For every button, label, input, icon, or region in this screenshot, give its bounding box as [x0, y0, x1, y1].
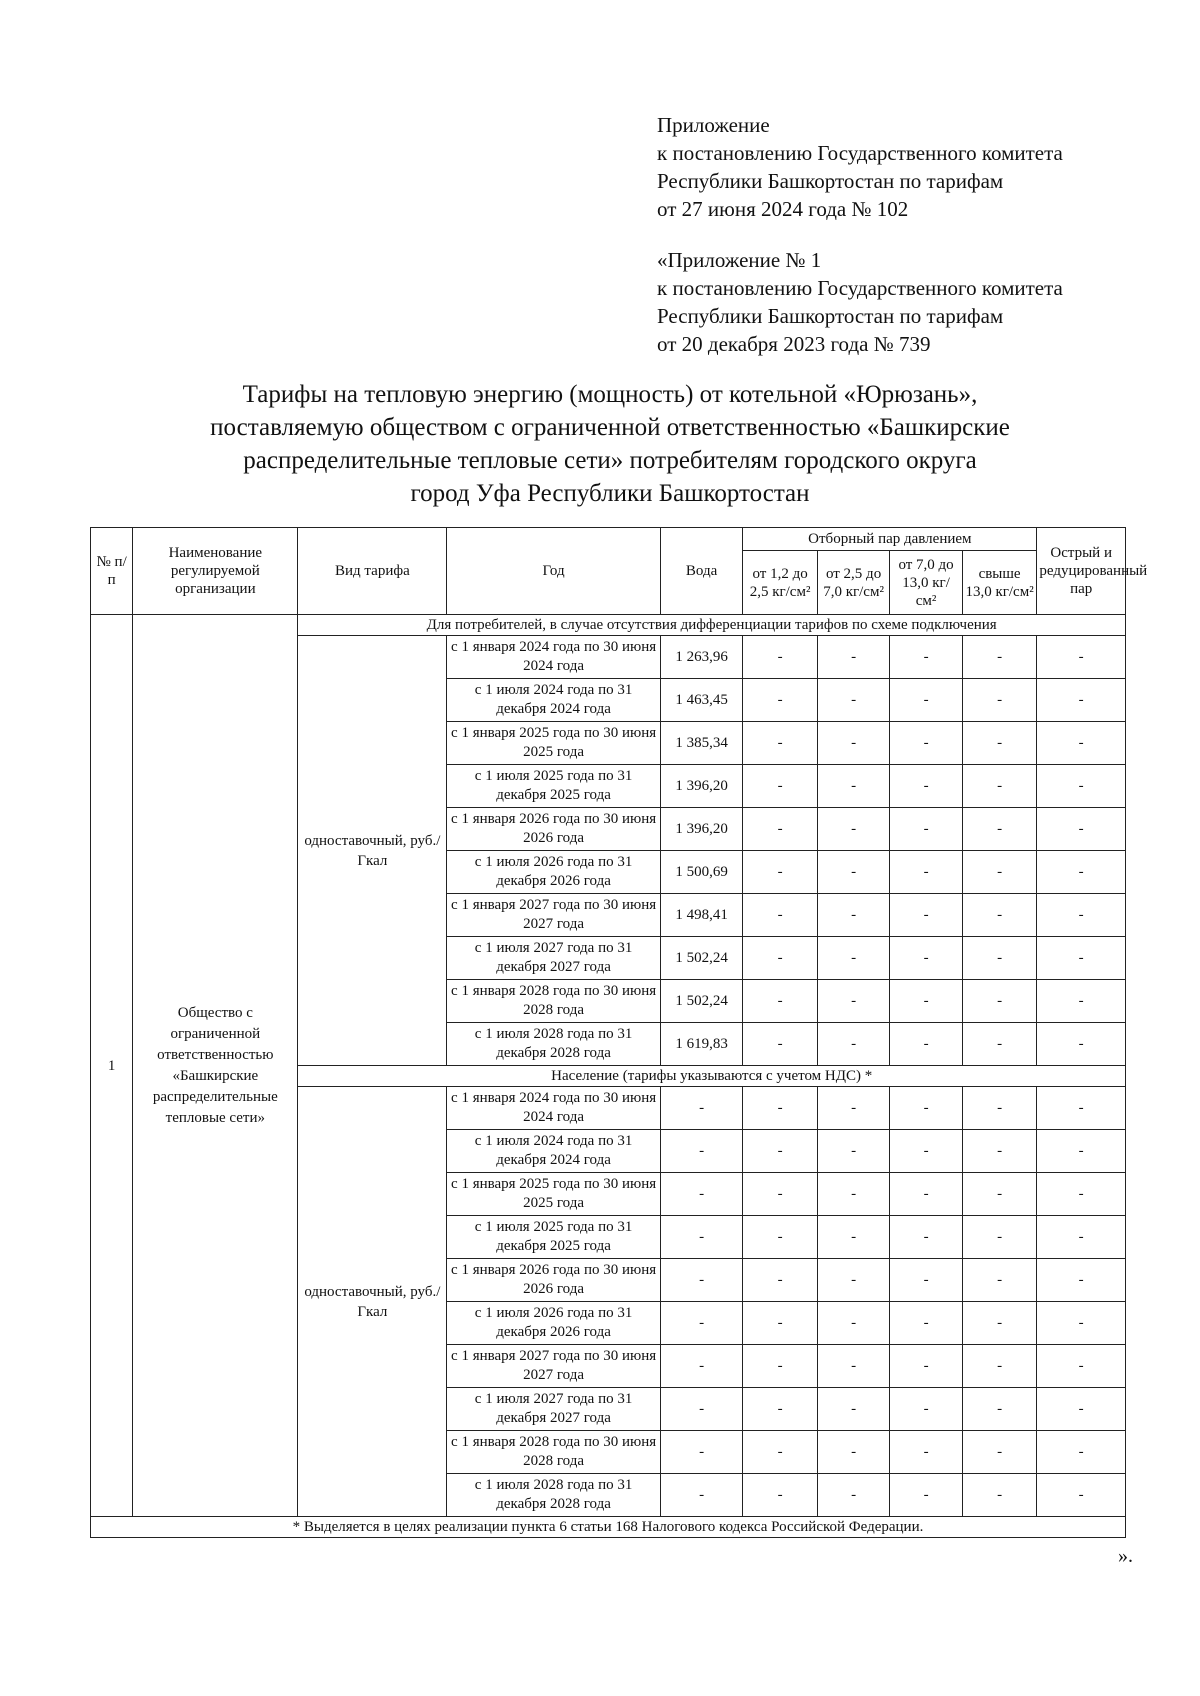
water-price-cell: 1 502,24 — [660, 937, 743, 980]
dash-cell: - — [743, 679, 818, 722]
dash-cell: - — [962, 808, 1037, 851]
dash-cell: - — [817, 1173, 889, 1216]
period-cell: с 1 января 2024 года по 30 июня 2024 года — [447, 636, 660, 679]
dash-cell: - — [817, 1474, 889, 1517]
water-price-cell: - — [660, 1173, 743, 1216]
dash-cell: - — [817, 765, 889, 808]
dash-cell: - — [817, 636, 889, 679]
title-line: город Уфа Республики Башкортостан — [410, 480, 810, 507]
dash-cell: - — [890, 894, 962, 937]
section-title: Для потребителей, в случае отсутствия дифференциации тарифов по схеме подключения — [298, 615, 1126, 636]
dash-cell: - — [743, 1173, 818, 1216]
header-steam-4: свыше 13,0 кг/см² — [962, 551, 1037, 615]
dash-cell: - — [1037, 980, 1126, 1023]
tariff-kind: одноставочный, руб./Гкал — [298, 636, 447, 1066]
dash-cell: - — [817, 679, 889, 722]
dash-cell: - — [890, 722, 962, 765]
dash-cell: - — [1037, 679, 1126, 722]
dash-cell: - — [1037, 1474, 1126, 1517]
header-org: Наименование регулируемой организации — [133, 528, 298, 615]
header-steam-3: от 7,0 до 13,0 кг/см² — [890, 551, 962, 615]
water-price-cell: 1 396,20 — [660, 765, 743, 808]
dash-cell: - — [890, 1388, 962, 1431]
dash-cell: - — [962, 851, 1037, 894]
period-cell: с 1 июля 2028 года по 31 декабря 2028 года — [447, 1023, 660, 1066]
dash-cell: - — [817, 1087, 889, 1130]
dash-cell: - — [962, 1216, 1037, 1259]
dash-cell: - — [817, 722, 889, 765]
title-line: распределительные тепловые сети» потребителям городского округа — [243, 447, 977, 474]
dash-cell: - — [817, 980, 889, 1023]
water-price-cell: - — [660, 1474, 743, 1517]
dash-cell: - — [1037, 1087, 1126, 1130]
title-line: Тарифы на тепловую энергию (мощность) от котельной «Юрюзань», — [242, 381, 978, 408]
header-kind: Вид тарифа — [298, 528, 447, 615]
dash-cell: - — [890, 765, 962, 808]
dash-cell: - — [890, 808, 962, 851]
title-line: поставляемую обществом с ограниченной ответственностью «Башкирские — [210, 414, 1010, 441]
dash-cell: - — [1037, 1023, 1126, 1066]
dash-cell: - — [890, 851, 962, 894]
dash-cell: - — [743, 1130, 818, 1173]
period-cell: с 1 июля 2026 года по 31 декабря 2026 года — [447, 851, 660, 894]
dash-cell: - — [962, 937, 1037, 980]
dash-cell: - — [817, 851, 889, 894]
dash-cell: - — [890, 1259, 962, 1302]
appendix-line: Республики Башкортостан по тарифам — [657, 304, 1004, 328]
period-cell: с 1 января 2027 года по 30 июня 2027 года — [447, 894, 660, 937]
dash-cell: - — [890, 636, 962, 679]
header-water: Вода — [660, 528, 743, 615]
dash-cell: - — [890, 1216, 962, 1259]
section-title: Население (тарифы указываются с учетом НДС) * — [298, 1066, 1126, 1087]
dash-cell: - — [743, 1302, 818, 1345]
period-cell: с 1 июля 2026 года по 31 декабря 2026 года — [447, 1302, 660, 1345]
water-price-cell: 1 263,96 — [660, 636, 743, 679]
dash-cell: - — [1037, 937, 1126, 980]
dash-cell: - — [817, 894, 889, 937]
water-price-cell: 1 619,83 — [660, 1023, 743, 1066]
dash-cell: - — [743, 851, 818, 894]
dash-cell: - — [890, 1130, 962, 1173]
dash-cell: - — [890, 980, 962, 1023]
dash-cell: - — [743, 808, 818, 851]
dash-cell: - — [817, 1130, 889, 1173]
appendix-line: к постановлению Государственного комитета — [657, 276, 1063, 300]
header-steam-2: от 2,5 до 7,0 кг/см² — [817, 551, 889, 615]
dash-cell: - — [1037, 808, 1126, 851]
dash-cell: - — [890, 1302, 962, 1345]
period-cell: с 1 июля 2024 года по 31 декабря 2024 года — [447, 1130, 660, 1173]
dash-cell: - — [1037, 722, 1126, 765]
appendix-line: Приложение — [657, 113, 770, 137]
dash-cell: - — [743, 1431, 818, 1474]
dash-cell: - — [743, 980, 818, 1023]
water-price-cell: - — [660, 1216, 743, 1259]
dash-cell: - — [890, 1431, 962, 1474]
period-cell: с 1 июля 2027 года по 31 декабря 2027 года — [447, 1388, 660, 1431]
dash-cell: - — [962, 1345, 1037, 1388]
dash-cell: - — [817, 1302, 889, 1345]
period-cell: с 1 июля 2027 года по 31 декабря 2027 года — [447, 937, 660, 980]
header-num: № п/п — [91, 528, 133, 615]
tariff-table — [90, 527, 1148, 1538]
dash-cell: - — [1037, 894, 1126, 937]
dash-cell: - — [1037, 1173, 1126, 1216]
row-number: 1 — [91, 615, 133, 1517]
period-cell: с 1 июля 2024 года по 31 декабря 2024 года — [447, 679, 660, 722]
dash-cell: - — [817, 1216, 889, 1259]
dash-cell: - — [1037, 1130, 1126, 1173]
dash-cell: - — [817, 1388, 889, 1431]
water-price-cell: - — [660, 1431, 743, 1474]
header-year: Год — [447, 528, 660, 615]
dash-cell: - — [743, 1087, 818, 1130]
dash-cell: - — [890, 1474, 962, 1517]
appendix-line: Республики Башкортостан по тарифам — [657, 169, 1004, 193]
period-cell: с 1 января 2025 года по 30 июня 2025 года — [447, 1173, 660, 1216]
dash-cell: - — [962, 980, 1037, 1023]
water-price-cell: - — [660, 1130, 743, 1173]
footnote-row — [91, 1517, 1126, 1538]
appendix-line: от 20 декабря 2023 года № 739 — [657, 332, 931, 356]
dash-cell: - — [743, 1216, 818, 1259]
dash-cell: - — [1037, 636, 1126, 679]
dash-cell: - — [817, 1345, 889, 1388]
period-cell: с 1 января 2024 года по 30 июня 2024 года — [447, 1087, 660, 1130]
water-price-cell: 1 463,45 — [660, 679, 743, 722]
water-price-cell: 1 498,41 — [660, 894, 743, 937]
dash-cell: - — [962, 1259, 1037, 1302]
period-cell: с 1 января 2025 года по 30 июня 2025 года — [447, 722, 660, 765]
appendix-inner — [657, 246, 1063, 358]
period-cell: с 1 января 2026 года по 30 июня 2026 года — [447, 1259, 660, 1302]
dash-cell: - — [1037, 1216, 1126, 1259]
dash-cell: - — [1037, 765, 1126, 808]
dash-cell: - — [962, 1087, 1037, 1130]
footnote: * Выделяется в целях реализации пункта 6 статьи 168 Налогового кодекса Российской Федерации. — [91, 1517, 1126, 1538]
dash-cell: - — [890, 1023, 962, 1066]
appendix-line: к постановлению Государственного комитета — [657, 141, 1063, 165]
dash-cell: - — [817, 1431, 889, 1474]
dash-cell: - — [1037, 851, 1126, 894]
appendix-line: от 27 июня 2024 года № 102 — [657, 197, 909, 221]
dash-cell: - — [962, 765, 1037, 808]
dash-cell: - — [743, 765, 818, 808]
dash-cell: - — [962, 1130, 1037, 1173]
dash-cell: - — [743, 1345, 818, 1388]
water-price-cell: - — [660, 1302, 743, 1345]
period-cell: с 1 января 2028 года по 30 июня 2028 года — [447, 1431, 660, 1474]
water-price-cell: - — [660, 1345, 743, 1388]
water-price-cell: 1 500,69 — [660, 851, 743, 894]
period-cell: с 1 июля 2025 года по 31 декабря 2025 года — [447, 765, 660, 808]
dash-cell: - — [817, 1259, 889, 1302]
water-price-cell: 1 502,24 — [660, 980, 743, 1023]
header-sharp-steam: Острый и редуцированный пар — [1037, 528, 1126, 615]
dash-cell: - — [1037, 1345, 1126, 1388]
dash-cell: - — [1037, 1431, 1126, 1474]
dash-cell: - — [743, 1259, 818, 1302]
dash-cell: - — [890, 1087, 962, 1130]
appendix-header — [657, 111, 1063, 223]
dash-cell: - — [962, 636, 1037, 679]
tariff-kind: одноставочный, руб./Гкал — [298, 1087, 447, 1517]
period-cell: с 1 июля 2028 года по 31 декабря 2028 года — [447, 1474, 660, 1517]
dash-cell: - — [962, 1023, 1037, 1066]
water-price-cell: - — [660, 1388, 743, 1431]
dash-cell: - — [1037, 1388, 1126, 1431]
dash-cell: - — [743, 1474, 818, 1517]
dash-cell: - — [962, 722, 1037, 765]
dash-cell: - — [1037, 1259, 1126, 1302]
dash-cell: - — [890, 679, 962, 722]
dash-cell: - — [962, 1173, 1037, 1216]
water-price-cell: - — [660, 1259, 743, 1302]
header-steam-1: от 1,2 до 2,5 кг/см² — [743, 551, 818, 615]
period-cell: с 1 января 2027 года по 30 июня 2027 года — [447, 1345, 660, 1388]
dash-cell: - — [743, 1388, 818, 1431]
dash-cell: - — [817, 937, 889, 980]
dash-cell: - — [743, 1023, 818, 1066]
header-steam-group: Отборный пар давлением — [743, 528, 1037, 551]
appendix-line: «Приложение № 1 — [657, 248, 822, 272]
organization-name: Общество с ограниченной ответственностью «Башкирские распределительные тепловые сети» — [133, 615, 298, 1517]
period-cell: с 1 июля 2025 года по 31 декабря 2025 года — [447, 1216, 660, 1259]
dash-cell: - — [962, 1431, 1037, 1474]
dash-cell: - — [890, 937, 962, 980]
closing-quote-mark: ». — [1118, 1545, 1133, 1567]
section-row — [91, 615, 1126, 636]
dash-cell: - — [890, 1345, 962, 1388]
dash-cell: - — [1037, 1302, 1126, 1345]
dash-cell: - — [743, 894, 818, 937]
period-cell: с 1 января 2028 года по 30 июня 2028 года — [447, 980, 660, 1023]
dash-cell: - — [817, 1023, 889, 1066]
dash-cell: - — [962, 1388, 1037, 1431]
dash-cell: - — [962, 1302, 1037, 1345]
dash-cell: - — [743, 722, 818, 765]
dash-cell: - — [962, 894, 1037, 937]
dash-cell: - — [743, 937, 818, 980]
dash-cell: - — [743, 636, 818, 679]
dash-cell: - — [962, 1474, 1037, 1517]
document-title — [150, 378, 1070, 510]
table-header-row — [91, 528, 1126, 551]
water-price-cell: - — [660, 1087, 743, 1130]
dash-cell: - — [962, 679, 1037, 722]
water-price-cell: 1 385,34 — [660, 722, 743, 765]
water-price-cell: 1 396,20 — [660, 808, 743, 851]
dash-cell: - — [890, 1173, 962, 1216]
period-cell: с 1 января 2026 года по 30 июня 2026 года — [447, 808, 660, 851]
dash-cell: - — [817, 808, 889, 851]
